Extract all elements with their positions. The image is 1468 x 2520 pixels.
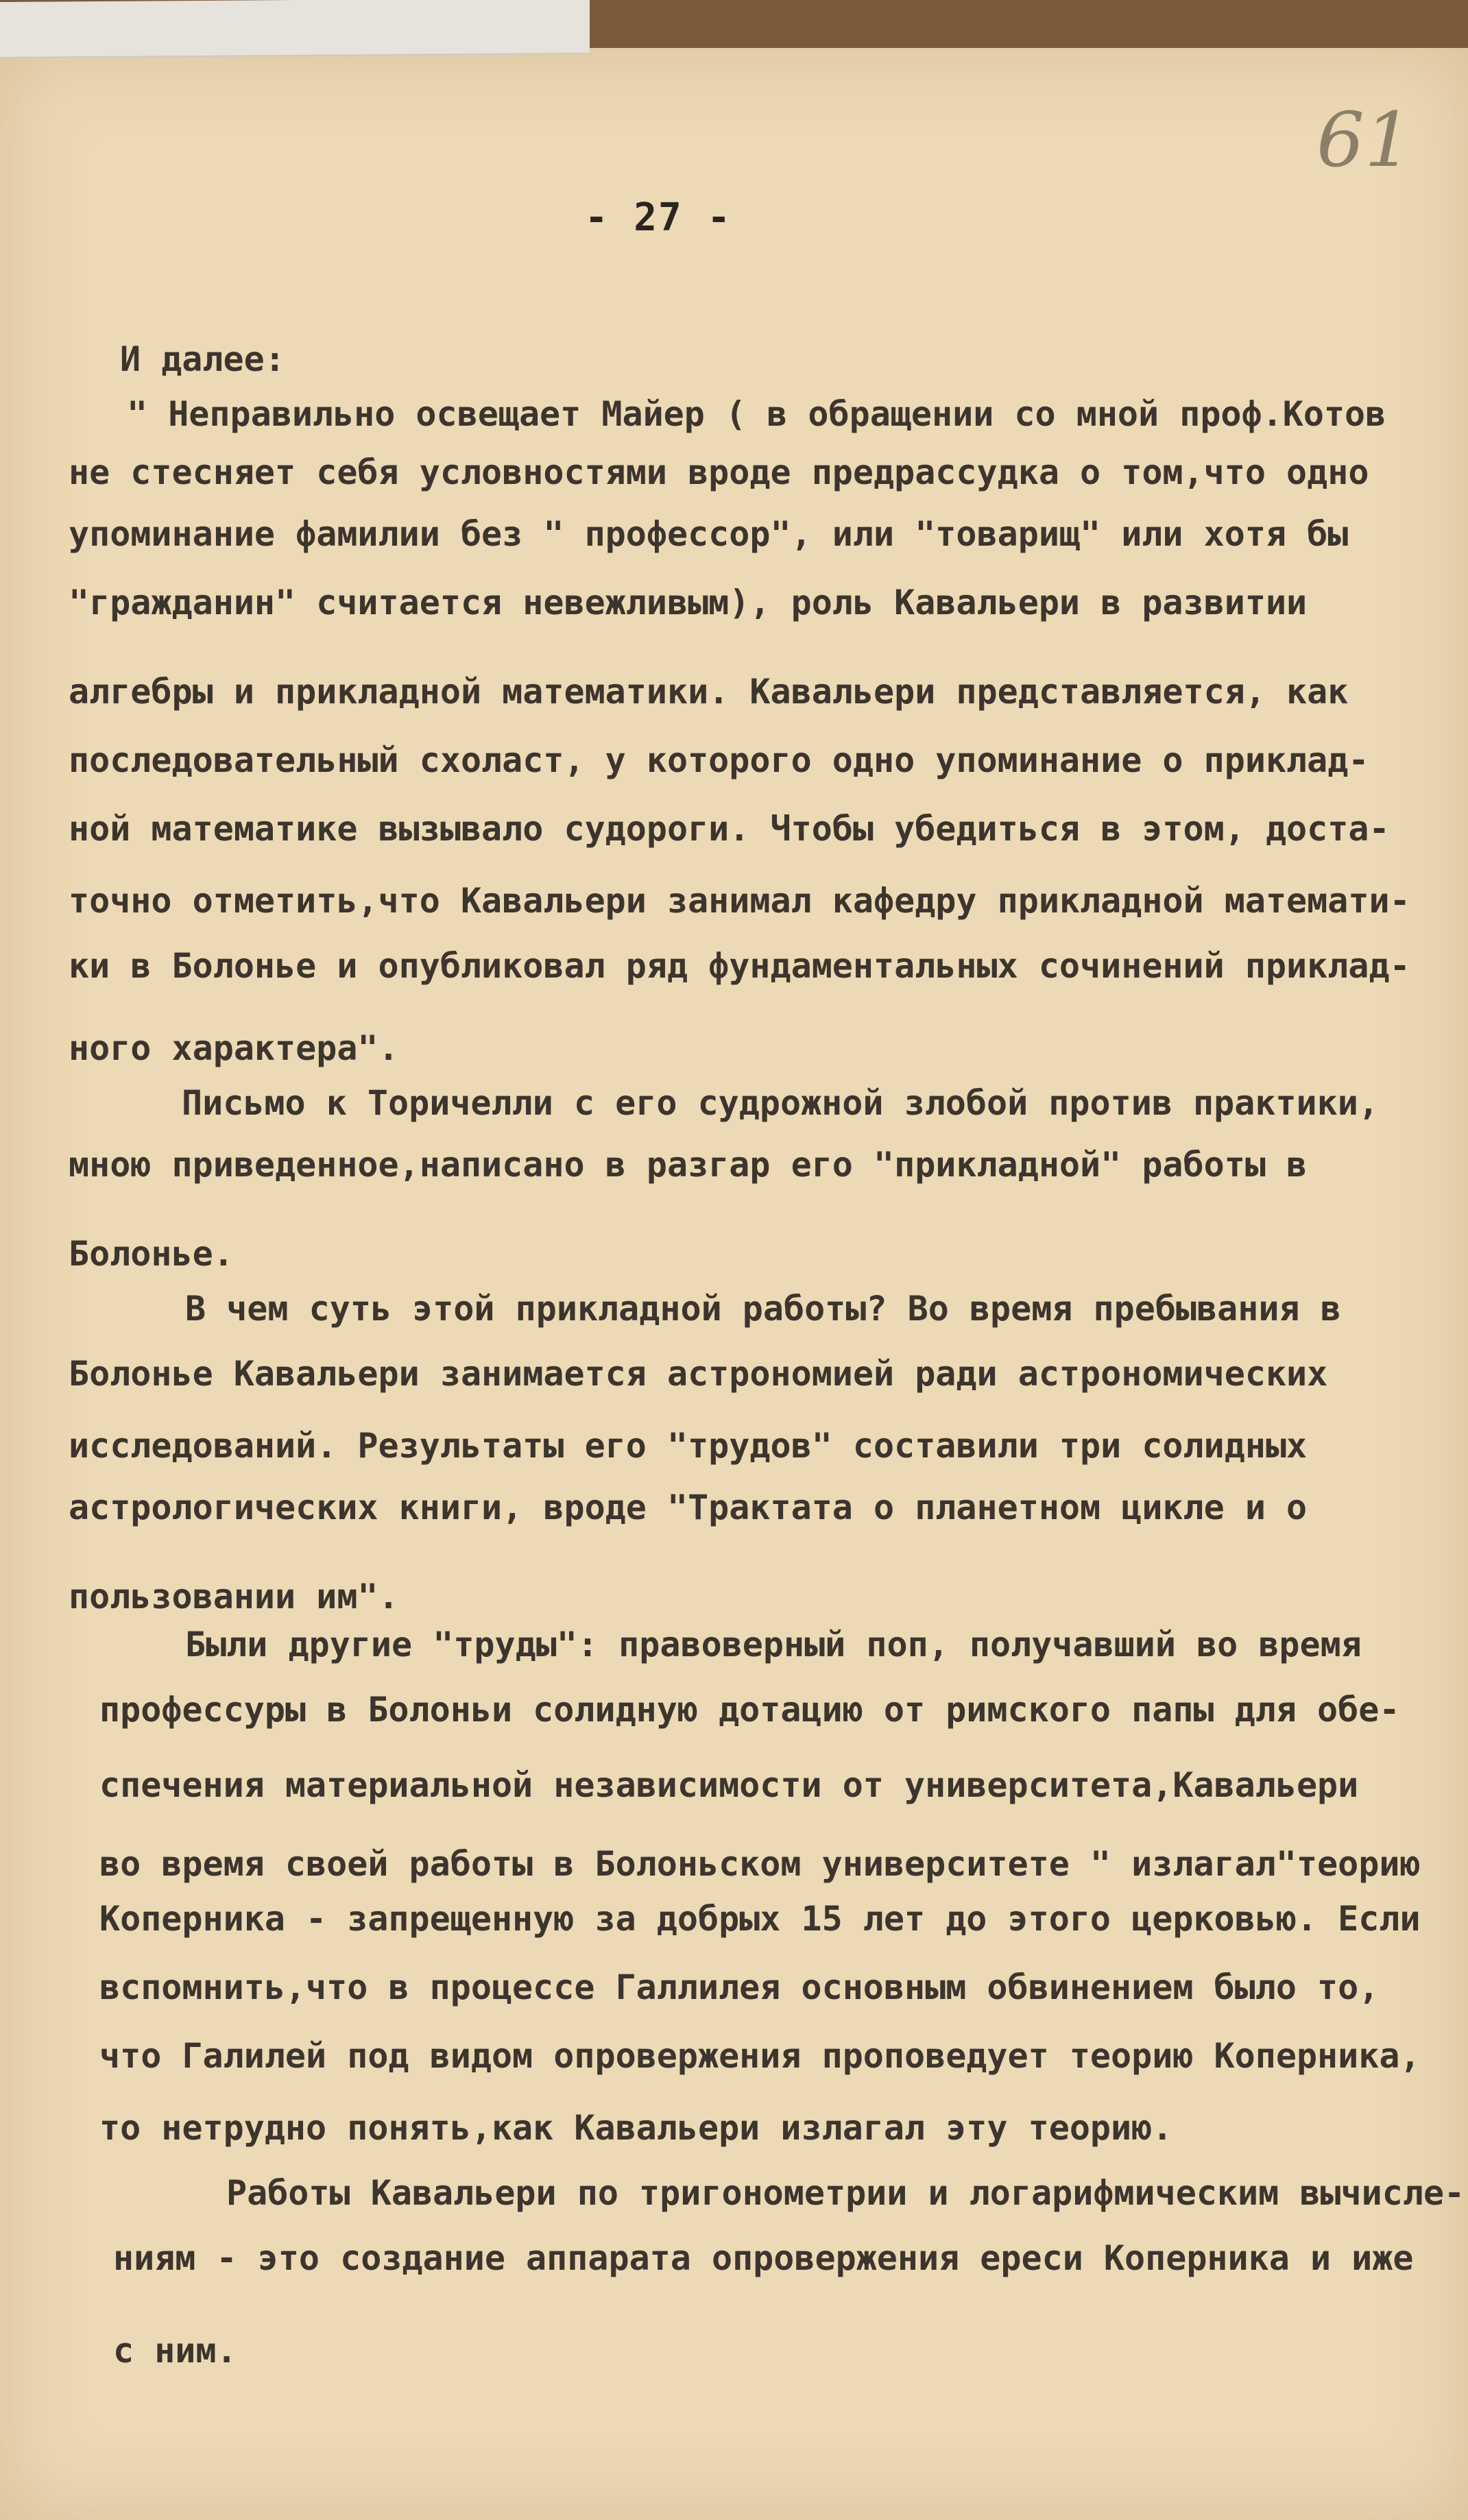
text-line: Работы Кавальери по тригонометрии и логарифмическим вычисле-	[226, 2173, 1465, 2213]
paper-strip	[0, 0, 590, 58]
text-line: Письмо к Торичелли с его судрожной злобой против практики,	[182, 1083, 1379, 1123]
text-line: во время своей работы в Болоньском университете " излагал"теорию	[99, 1844, 1421, 1884]
text-line: Болонье Кавальери занимается астрономией ради астрономических	[69, 1354, 1328, 1394]
text-line: ного характера".	[69, 1028, 399, 1068]
text-line: пользовании им".	[69, 1577, 399, 1616]
text-line: последовательный схоласт, у которого одно упоминание о приклад-	[69, 740, 1369, 780]
text-line: мною приведенное,написано в разгар его "прикладной" работы в	[69, 1145, 1308, 1185]
text-line: с ним.	[113, 2331, 237, 2371]
text-line: Болонье.	[69, 1234, 234, 1274]
text-line: Коперника - запрещенную за добрых 15 лет до этого церковью. Если	[99, 1899, 1421, 1939]
text-line: Были другие "труды": правоверный поп, получавший во время	[185, 1625, 1362, 1664]
text-line: ки в Болонье и опубликовал ряд фундаментальных сочинений приклад-	[69, 946, 1410, 986]
text-line: исследований. Результаты его "трудов" составили три солидных	[69, 1426, 1308, 1466]
text-line: ниям - это создание аппарата опровержения ереси Коперника и иже	[113, 2238, 1414, 2278]
page-number: - 27 -	[584, 195, 732, 240]
text-line: И далее:	[120, 339, 285, 379]
text-line: " Неправильно освещает Майер ( в обращении со мной проф.Котов	[127, 394, 1386, 434]
handwritten-page-mark: 61	[1316, 96, 1412, 184]
text-line: не стесняет себя условностями вроде предрассудка о том,что одно	[69, 452, 1369, 492]
text-line: В чем суть этой прикладной работы? Во время пребывания в	[185, 1289, 1341, 1329]
text-line: спечения материальной независимости от университета,Кавальери	[99, 1765, 1359, 1805]
text-line: вспомнить,что в процессе Галлилея основным обвинением было то,	[99, 1967, 1380, 2007]
text-line: то нетрудно понять,как Кавальери излагал эту теорию.	[99, 2108, 1173, 2148]
text-line: "гражданин" считается невежливым), роль Кавальери в развитии	[69, 583, 1308, 622]
text-line: ной математике вызывало судороги. Чтобы убедиться в этом, доста-	[69, 809, 1390, 849]
text-line: алгебры и прикладной математики. Кавальери представляется, как	[69, 672, 1349, 712]
text-line: упоминание фамилии без " профессор", или "товарищ" или хотя бы	[69, 514, 1349, 554]
text-line: что Галилей под видом опровержения проповедует теорию Коперника,	[99, 2036, 1421, 2076]
text-line: профессуры в Болоньи солидную дотацию от римского папы для обе-	[99, 1690, 1400, 1730]
text-line: точно отметить,что Кавальери занимал кафедру прикладной математи-	[69, 881, 1410, 921]
text-line: астрологических книги, вроде "Трактата о планетном цикле и о	[69, 1488, 1308, 1527]
